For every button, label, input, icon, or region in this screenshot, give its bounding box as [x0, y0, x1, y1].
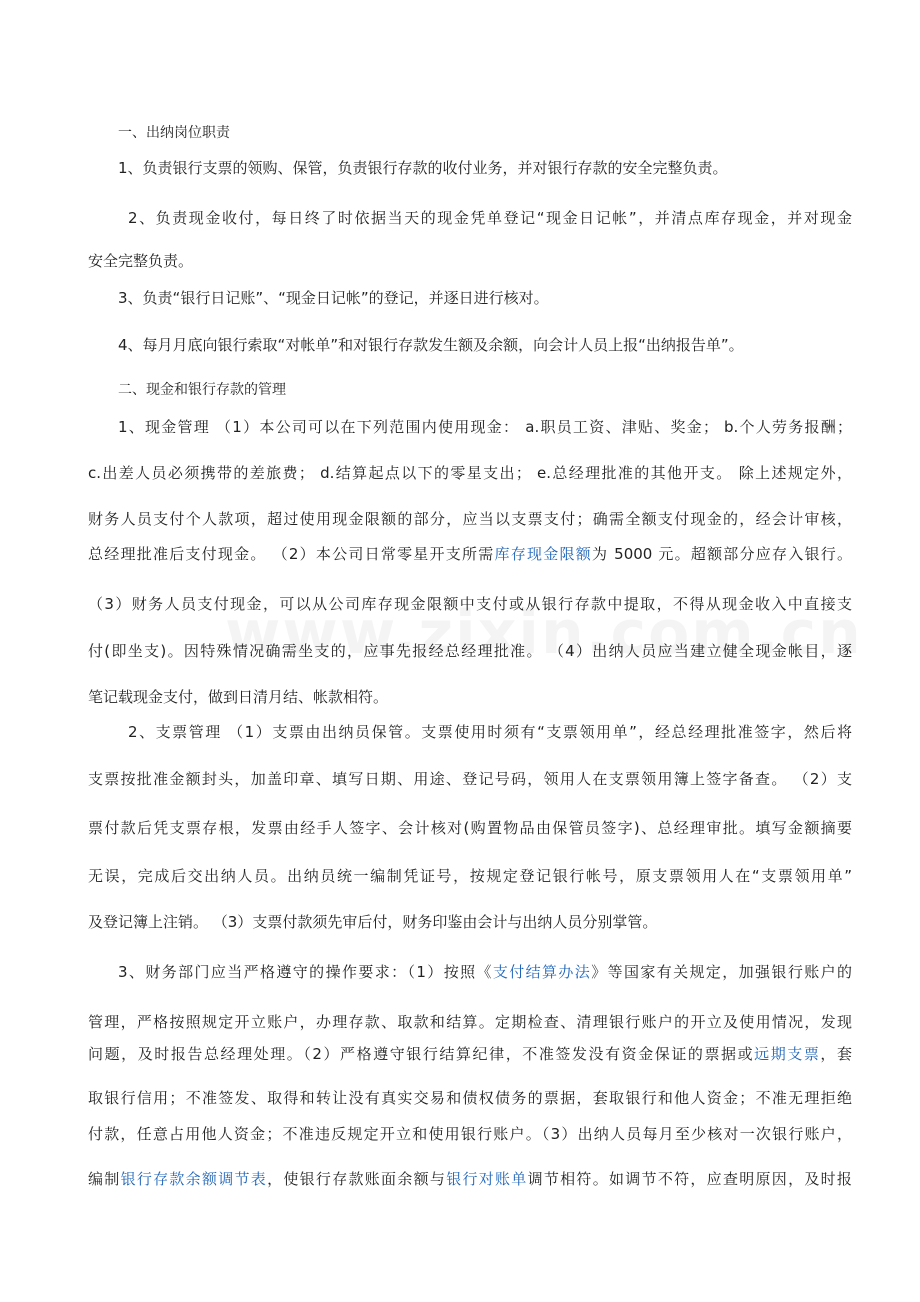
text-run: c.出差人员必须携带的差旅费； d.结算起点以下的零星支出； e.总经理批准的其他开支。 除上述规定外，: [88, 464, 852, 482]
paragraph-line: [88, 769, 852, 789]
text-run: 1、现金管理 （1）本公司可以在下列范围内使用现金： a.职员工资、津贴、奖金； b.个人劳务报酬；: [118, 418, 852, 436]
paragraph-line: [88, 818, 852, 838]
section-heading-1: [118, 123, 518, 143]
paragraph-line: [128, 208, 852, 228]
text-run: 二、现金和银行存款的管理: [118, 382, 286, 398]
text-run: 一、出纳岗位职责: [118, 125, 230, 141]
link-bank-statement[interactable]: 银行对账单: [446, 1170, 528, 1188]
text-run: 取银行信用；不准签发、取得和转让没有真实交易和债权债务的票据，套取银行和他人资金；不准无理拒绝: [88, 1089, 852, 1107]
text-run: 总经理批准后支付现金。 （2）本公司日常零星开支所需: [88, 545, 495, 563]
paragraph-line: [88, 1044, 852, 1064]
text-run: 支票按批准金额封头，加盖印章、填写日期、用途、登记号码，领用人在支票领用簿上签字备查。 （2）支: [88, 770, 852, 788]
text-run: 4、每月月底向银行索取“对帐单”和对银行存款发生额及余额，向会计人员上报“出纳报告单”。: [118, 336, 744, 354]
text-run: 3、财务部门应当严格遵守的操作要求：（1）按照《: [118, 963, 493, 981]
text-run: （3）财务人员支付现金，可以从公司库存现金限额中支付或从银行存款中提取，不得从现金收入中直接支: [88, 595, 852, 613]
text-run: 编制: [88, 1170, 121, 1188]
paragraph-line: [88, 866, 852, 886]
text-run: ，使银行存款账面余额与: [267, 1170, 447, 1188]
text-run: 》等国家有关规定，加强银行账户的: [591, 963, 852, 981]
text-run: 及登记簿上注销。 （3）支票付款须先审后付，财务印鉴由会计与出纳人员分别掌管。: [88, 913, 658, 931]
text-run: 付(即坐支)。因特殊情况确需坐支的，应事先报经总经理批准。 （4）出纳人员应当建立健全现金帐目，逐: [88, 642, 852, 660]
paragraph-line: [118, 335, 838, 355]
paragraph-line: [118, 158, 818, 178]
paragraph-line: [88, 687, 852, 707]
section-heading-2: [118, 380, 518, 400]
paragraph-line: [88, 544, 852, 564]
paragraph-line: [88, 594, 852, 614]
paragraph-line: [128, 722, 852, 742]
text-run: 财务人员支付个人款项，超过使用现金限额的部分，应当以支票支付；确需全额支付现金的，经会计审核，: [88, 510, 852, 528]
text-run: 1、负责银行支票的领购、保管，负责银行存款的收付业务，并对银行存款的安全完整负责。: [118, 159, 728, 177]
text-run: 票付款后凭支票存根，发票由经手人签字、会计核对(购置物品由保管员签字)、总经理审批。填写金额摘要: [88, 819, 852, 837]
text-run: 3、负责“银行日记账”、“现金日记帐”的登记，并逐日进行核对。: [118, 289, 549, 307]
text-run: 付款，任意占用他人资金；不准违反规定开立和使用银行账户。（3）出纳人员每月至少核对一次银行账户，: [88, 1125, 852, 1143]
paragraph-line: [88, 463, 852, 483]
paragraph-line: [118, 288, 718, 308]
link-cash-limit[interactable]: 库存现金限额: [494, 545, 592, 563]
paragraph-line: [118, 962, 852, 982]
paragraph-line: [88, 1169, 852, 1189]
paragraph-line: [88, 912, 852, 932]
paragraph-line: [118, 417, 852, 437]
text-run: 2、支票管理 （1）支票由出纳员保管。支票使用时须有“支票领用单”，经总经理批准签字，然后将: [128, 723, 852, 741]
text-run: 无误，完成后交出纳人员。出纳员统一编制凭证号，按规定登记银行帐号，原支票领用人在“支票领用单”: [88, 867, 852, 885]
link-reconciliation-table[interactable]: 银行存款余额调节表: [120, 1170, 268, 1188]
link-payment-settlement[interactable]: 支付结算办法: [492, 963, 592, 981]
text-run: 安全完整负责。: [88, 252, 194, 270]
paragraph-line: [88, 509, 852, 529]
paragraph-line: [88, 251, 852, 271]
text-run: ，套: [820, 1045, 852, 1063]
paragraph-line: [88, 1124, 852, 1144]
paragraph-line: [88, 1012, 852, 1032]
paragraph-line: [88, 641, 852, 661]
link-forward-check[interactable]: 远期支票: [754, 1045, 821, 1063]
text-run: 管理，严格按照规定开立账户，办理存款、取款和结算。定期检查、清理银行账户的开立及使用情况，发现: [88, 1013, 852, 1031]
paragraph-line: [88, 1088, 852, 1108]
text-run: 笔记载现金支付，做到日清月结、帐款相符。: [88, 688, 389, 706]
text-run: 为 5000 元。超额部分应存入银行。: [591, 545, 852, 563]
text-run: 问题，及时报告总经理处理。（2）严格遵守银行结算纪律，不准签发没有资金保证的票据或: [88, 1045, 755, 1063]
text-run: 调节相符。如调节不符，应查明原因，及时报: [527, 1170, 852, 1188]
text-run: 2、负责现金收付，每日终了时依据当天的现金凭单登记“现金日记帐”，并清点库存现金，并对现金: [128, 209, 852, 227]
